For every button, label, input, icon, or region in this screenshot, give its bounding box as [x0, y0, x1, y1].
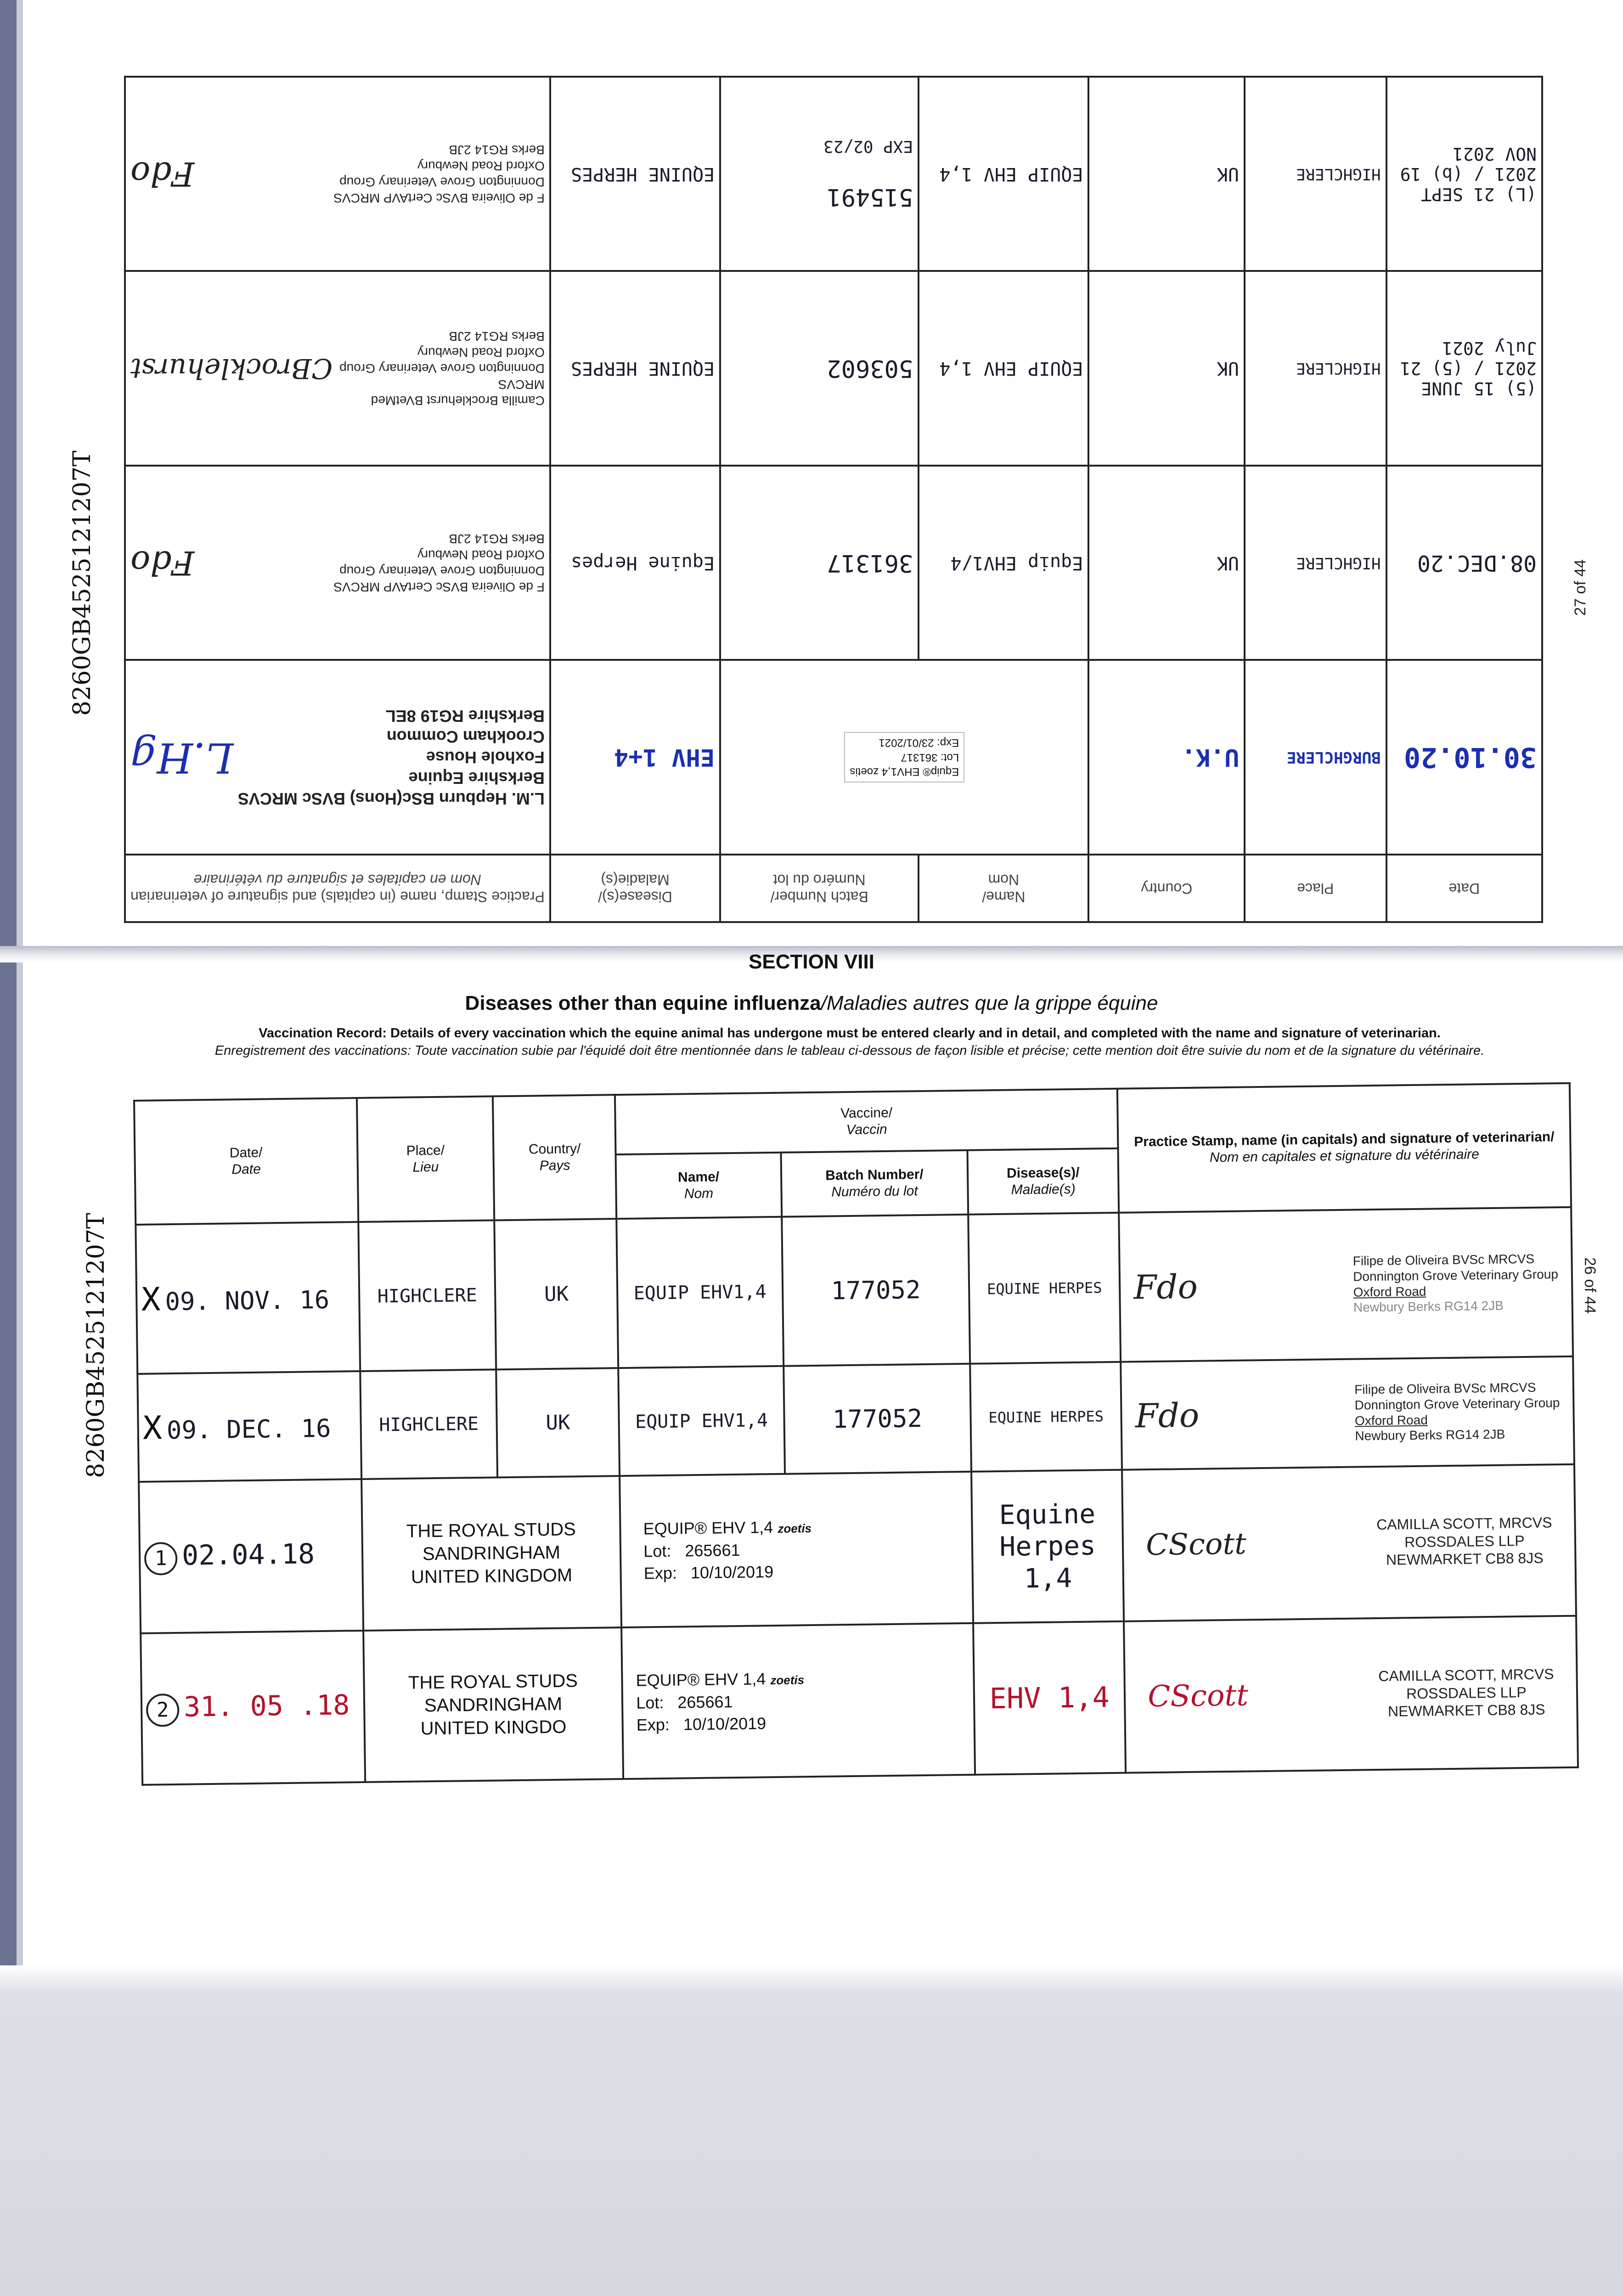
vaccination-country: UK: [496, 1368, 620, 1477]
vaccine-name: EQUIP EHV1,4: [616, 1217, 783, 1368]
practice-stamp: [125, 77, 550, 271]
vaccine-name: EQUIP EHV 1,4: [919, 77, 1088, 271]
practice-name: ROSSDALES LLP: [1406, 1683, 1527, 1702]
vaccine-name: EQUIP® EHV 1,4: [643, 1518, 773, 1538]
vaccination-date: 08.DEC.20: [1386, 466, 1542, 660]
vaccination-country: UK: [495, 1219, 619, 1369]
exp-label: Exp:: [643, 1563, 677, 1583]
vaccination-date-cell: [141, 1631, 365, 1785]
vaccine-disease: Equine Herpes 1,4: [971, 1470, 1124, 1623]
practice-address-line: Foxhole House: [426, 748, 545, 767]
top-header-country: Country: [1089, 855, 1245, 922]
vaccine-sticker: [621, 1623, 975, 1779]
vaccination-place: HIGHCLERE: [360, 1369, 498, 1479]
expiry-date: 10/10/2019: [683, 1714, 766, 1734]
practice-address-line: Newbury Berks RG14 2JB: [1355, 1427, 1505, 1443]
lot-label: Lot:: [941, 751, 959, 764]
vaccine-name: EQUIP® EHV 1,4: [636, 1669, 766, 1690]
vaccine-disease: EQUINE HERPES: [968, 1213, 1121, 1364]
vaccination-place: BURGHCLERE: [1245, 660, 1386, 854]
practice-address-line: Oxford Road: [1353, 1284, 1426, 1300]
vaccination-date-cell: [137, 1371, 361, 1482]
practice-address-line: Berks RG14 2JB: [449, 142, 545, 157]
vet-name: Filipe de Oliveira BVSc MRCVS: [1352, 1252, 1535, 1268]
header-country: Country/ Pays: [493, 1095, 616, 1220]
vaccination-place: HIGHCLERE: [1245, 466, 1386, 660]
top-header-name: Name/ Nom: [919, 855, 1088, 922]
vet-signature: Fdo: [1133, 1267, 1198, 1306]
page-number-bottom: 26 of 44: [1581, 1257, 1599, 1314]
vet-signature: L.Hg: [130, 733, 234, 782]
vet-signature: Fdo: [130, 543, 195, 582]
header-disease: Disease(s)/ Maladie(s): [968, 1148, 1119, 1215]
scan-edge: [0, 0, 17, 2296]
instruction-fr: Enregistrement des vaccinations: Toute vaccination subie par l'équidé doit être mentionnée dans le tableau ci-dessous de façon lisible et précise; cette mention doit être suivie du nom et de la signature du vétérinaire.: [214, 1043, 1485, 1058]
practice-stamp: [125, 271, 550, 465]
vaccination-country: UK: [1089, 271, 1245, 465]
dose-number-marker: 2: [146, 1693, 180, 1727]
vaccine-label-sticker: [720, 660, 1088, 854]
table-row: [125, 77, 1542, 271]
table-row: [137, 1356, 1574, 1482]
vaccine-name: Equip® EHV1,4 zoetis: [850, 765, 959, 778]
exp-label: Exp:: [937, 737, 959, 749]
vaccine-disease: EQUINE HERPES: [550, 271, 720, 465]
instruction-en: Vaccination Record: Details of every vaccination which the equine animal has undergone must be entered clearly and in detail, and completed with the name and signature of veterinarian.: [259, 1026, 1441, 1041]
batch-number: 177052: [783, 1364, 971, 1474]
section-heading: SECTION VIII: [749, 951, 874, 973]
practice-stamp: [1122, 1464, 1576, 1621]
vet-name: CAMILLA SCOTT, MRCVS: [1378, 1666, 1554, 1685]
vaccine-disease: EQUINE HERPES: [970, 1362, 1122, 1472]
vaccination-date: 02.04.18: [181, 1537, 315, 1572]
top-header-place: Place: [1245, 855, 1386, 922]
vaccination-date: (L) 21 SEPT 2021 / (b) 19 NOV 2021: [1386, 77, 1542, 271]
practice-name: ROSSDALES LLP: [1404, 1532, 1525, 1551]
lot-label: Lot:: [636, 1693, 664, 1712]
expiry-date: 23/01/2021: [879, 737, 934, 749]
vet-signature: Fdo: [130, 154, 195, 193]
vaccination-date: 09. DEC. 16: [166, 1413, 331, 1445]
table-row: [125, 271, 1542, 465]
exp-label: Exp:: [636, 1715, 670, 1735]
batch-number: 265661: [685, 1540, 740, 1560]
batch-number: 177052: [782, 1215, 970, 1366]
vaccination-country: U.K.: [1089, 660, 1245, 854]
batch-number: 361317: [901, 751, 938, 764]
vaccine-disease: Equine Herpes: [550, 466, 720, 660]
expiry-date: 10/10/2019: [690, 1562, 774, 1582]
vaccine-sticker: [620, 1472, 973, 1627]
practice-address-line: Newbury Berks RG14 2JB: [1353, 1298, 1504, 1315]
vaccine-disease: EHV 1+4: [550, 660, 720, 854]
strike-marker: X: [142, 1408, 163, 1447]
lot-label: Lot:: [643, 1541, 671, 1561]
header-batch: Batch Number/ Numéro du lot: [781, 1150, 968, 1217]
vet-name: Camilla Brocklehurst BVetMed MRCVS: [371, 377, 545, 408]
practice-address-line: Oxford Road Newbury: [417, 345, 545, 360]
top-header-stamp: Practice Stamp, name (in capitals) and signature of veterinarian Nom en capitales et signature du vétérinaire: [125, 855, 550, 922]
practice-name: Donnington Grove Veterinary Group: [1354, 1396, 1560, 1412]
vaccination-date-cell: [139, 1479, 363, 1633]
header-place: Place/ Lieu: [357, 1096, 495, 1222]
vet-name: Filipe de Oliveira BVSc MRCVS: [1354, 1380, 1536, 1397]
vet-signature: Fdo: [1135, 1396, 1200, 1435]
top-header-date: Date: [1386, 855, 1542, 922]
practice-address-line: NEWMARKET CB8 8JS: [1387, 1701, 1545, 1720]
vaccination-date-cell: [135, 1222, 360, 1374]
practice-name: Donnington Grove Veterinary Group: [1353, 1267, 1559, 1284]
practice-address-line: Oxford Road Newbury: [417, 158, 545, 173]
vaccine-name: EQUIP EHV1,4: [618, 1366, 784, 1476]
practice-stamp: [1124, 1616, 1578, 1773]
vaccination-country: UK: [1089, 466, 1245, 660]
table-row: [125, 466, 1542, 660]
practice-address-line: Crookham Common: [386, 727, 545, 746]
vaccine-disease: EHV 1,4: [973, 1621, 1126, 1775]
header-name: Name/ Nom: [616, 1153, 782, 1219]
header-stamp: Practice Stamp, name (in capitals) and signature of veterinarian/ Nom en capitales et signature du vétérinaire: [1117, 1083, 1571, 1213]
vaccination-date: (5) 15 JUNE 2021 / (5) 21 July 2021: [1386, 271, 1542, 465]
place-line: THE ROYAL STUDS: [408, 1671, 578, 1693]
vet-name: F de Oliveira BVSc CertAVP MRCVS: [333, 191, 545, 205]
header-date: Date/ Date: [134, 1098, 358, 1225]
batch-number: 515491: [827, 183, 913, 211]
practice-name: Berkshire Equine: [408, 768, 545, 788]
section-title-fr: /Maladies autres que la grippe équine: [821, 992, 1158, 1014]
practice-address-line: Berks RG14 2JB: [449, 329, 545, 343]
practice-address-line: Berkshire RG19 8EL: [385, 706, 545, 726]
vaccination-place: HIGHCLERE: [1245, 77, 1386, 271]
place-line: THE ROYAL STUDS: [406, 1519, 576, 1542]
vaccine-name: Equip EHV1/4: [919, 466, 1088, 660]
batch-expiry-note: EXP 02/23: [823, 137, 913, 156]
practice-address-line: Oxford Road Newbury: [417, 547, 545, 562]
batch-number: 265661: [677, 1692, 733, 1712]
practice-stamp: [1119, 1207, 1573, 1362]
practice-address-line: NEWMARKET CB8 8JS: [1386, 1549, 1544, 1568]
practice-stamp: [125, 466, 550, 660]
table-row: [141, 1616, 1578, 1785]
page-number-top: 27 of 44: [1571, 559, 1589, 616]
practice-name: Donnington Grove Veterinary Group: [339, 563, 545, 578]
vaccination-country: UK: [1089, 77, 1245, 271]
brand-logo: zoetis: [778, 1521, 812, 1536]
practice-name: Donnington Grove Veterinary Group: [339, 361, 545, 376]
vet-signature: CScott: [1147, 1678, 1249, 1714]
vet-name: F de Oliveira BVSc CertAVP MRCVS: [333, 580, 545, 594]
practice-stamp: [125, 660, 550, 854]
practice-address-line: Berks RG14 2JB: [449, 531, 545, 546]
vaccine-disease: EQUINE HERPES: [550, 77, 720, 271]
instructions: [138, 1025, 1561, 1059]
vaccination-date: 30.10.20: [1386, 660, 1542, 854]
vet-signature: CBrocklehurst: [130, 352, 333, 385]
vaccination-place: HIGHCLERE: [358, 1220, 496, 1371]
batch-number: 361317: [720, 466, 919, 660]
vaccination-date: 31. 05 .18: [183, 1688, 350, 1723]
upper-page-table: [124, 76, 1543, 923]
vaccination-table: [133, 1082, 1579, 1786]
place-line: SANDRINGHAM: [422, 1542, 561, 1564]
vet-name: CAMILLA SCOTT, MRCVS: [1376, 1514, 1552, 1533]
passport-number-top: 8260GB4525121207T: [68, 450, 96, 716]
place-country-stamp: [363, 1627, 624, 1782]
batch-number: 503602: [720, 271, 919, 465]
header-vaccine: Vaccine/ Vaccin: [615, 1089, 1118, 1154]
scan-shadow: [0, 1965, 1623, 2296]
country-line: UNITED KINGDO: [420, 1716, 567, 1739]
practice-address-line: Oxford Road: [1354, 1412, 1428, 1428]
top-header-disease: Disease(s)/ Maladie(s): [550, 855, 720, 922]
dose-number-marker: 1: [144, 1542, 178, 1575]
practice-name: Donnington Grove Veterinary Group: [339, 174, 545, 189]
place-country-stamp: [361, 1476, 622, 1631]
top-header-batch: Batch Number/ Numéro du lot: [720, 855, 919, 922]
table-row: [125, 660, 1542, 854]
scan-edge-inner: [17, 0, 23, 2296]
vaccination-date: 09. NOV. 16: [165, 1285, 330, 1316]
practice-stamp: [1121, 1356, 1574, 1470]
vaccination-place: HIGHCLERE: [1245, 271, 1386, 465]
table-row: [139, 1464, 1576, 1633]
strike-marker: X: [141, 1280, 161, 1318]
vaccine-name: EQUIP EHV 1,4: [919, 271, 1088, 465]
country-line: UNITED KINGDOM: [411, 1565, 573, 1587]
section-title: [0, 992, 1623, 1015]
batch-number-cell: [720, 77, 919, 271]
vet-signature: CScott: [1145, 1527, 1247, 1563]
place-line: SANDRINGHAM: [424, 1694, 563, 1716]
passport-number-bottom: 8260GB4525121207T: [82, 1213, 110, 1478]
table-row: [135, 1207, 1573, 1374]
vet-name: L.M. Hepburn BSc(Hons) BVSc MRCVS: [237, 789, 545, 808]
brand-logo: zoetis: [770, 1673, 805, 1688]
section-title-en: Diseases other than equine influenza: [465, 992, 821, 1014]
